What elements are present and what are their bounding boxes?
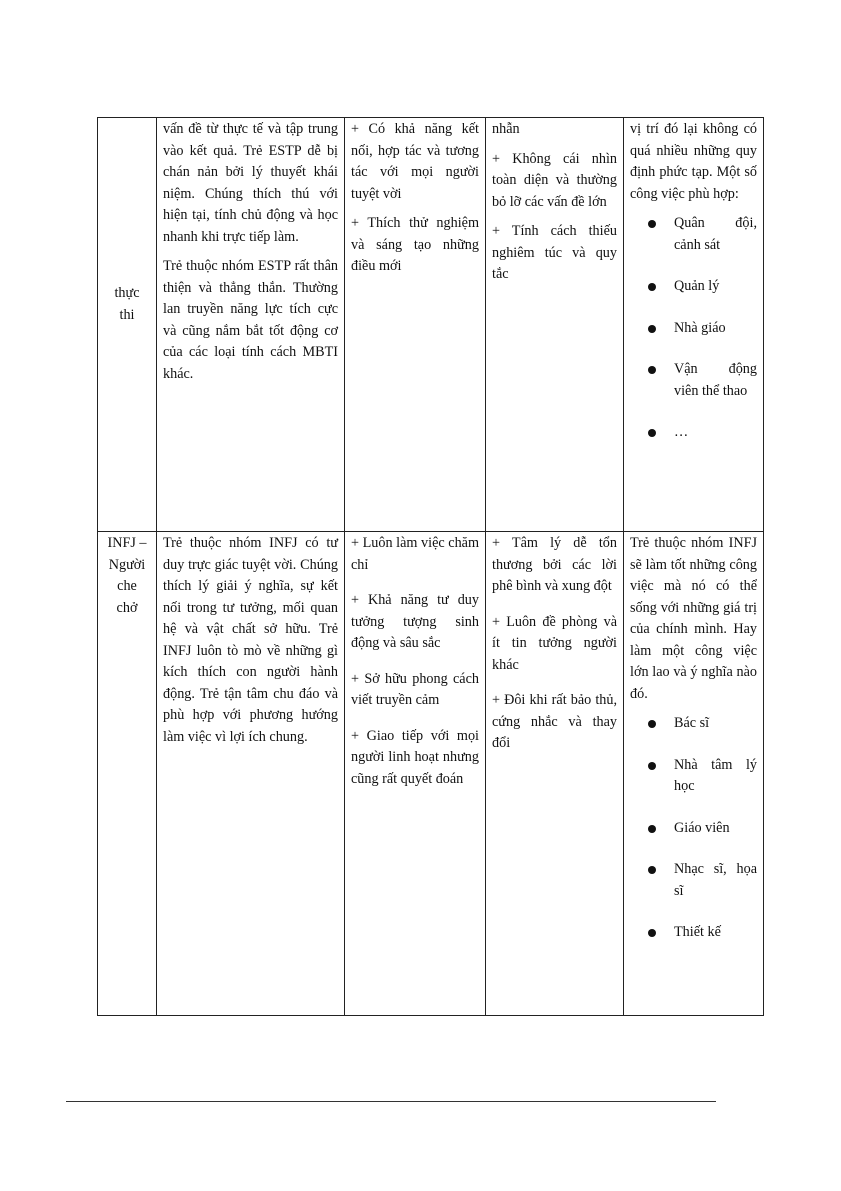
- footer-rule: [66, 1101, 716, 1102]
- weakness-item: + Luôn đề phòng và ít tin tưởng người khác: [492, 613, 617, 673]
- career-item: Vận động viên thể thao: [648, 359, 757, 402]
- career-item: Quản lý: [648, 276, 757, 298]
- strength-item: + Giao tiếp với mọi người linh hoạt nhưng cũng rất quyết đoán: [351, 727, 479, 787]
- bullet-icon: [648, 283, 656, 291]
- description-paragraph: vấn đề từ thực tế và tập trung vào kết quả. Trẻ ESTP dễ bị chán nản bởi lý thuyết khái niệm. Chúng thích thú với hiện tại, tính chủ động và học nhanh khi trực tiếp làm.: [163, 121, 338, 245]
- bullet-icon: [648, 825, 656, 833]
- bullet-icon: [648, 866, 656, 874]
- strengths-cell: [345, 118, 486, 532]
- bullet-icon: [648, 720, 656, 728]
- weakness-item: + Tính cách thiếu nghiêm túc và quy tắc: [492, 223, 617, 282]
- bullet-icon: [648, 929, 656, 937]
- bullet-icon: [648, 220, 656, 228]
- careers-intro: Trẻ thuộc nhóm INFJ sẽ làm tốt những công việc mà nó có thể sống với những giá trị của chính mình. Hay làm một công việc lớn lao và ý nghĩa nào đó.: [630, 535, 757, 702]
- strength-item: + Khả năng tư duy tưởng tượng sinh động và sâu sắc: [351, 592, 479, 651]
- type-cell: [98, 118, 157, 532]
- bullet-icon: [648, 366, 656, 374]
- strengths-cell: [345, 532, 486, 1016]
- career-item: Bác sĩ: [648, 713, 757, 735]
- type-label: INFJ – Người che chở: [107, 535, 147, 616]
- career-item: Thiết kế: [648, 922, 757, 944]
- weakness-item: nhẫn: [492, 121, 520, 137]
- careers-intro: vị trí đó lại không có quá nhiều những quy định phức tạp. Một số công việc phù hợp:: [630, 121, 757, 202]
- weaknesses-cell: [486, 118, 624, 532]
- bullet-icon: [648, 429, 656, 437]
- bullet-icon: [648, 325, 656, 333]
- career-list: [630, 713, 757, 944]
- strength-item: + Thích thử nghiệm và sáng tạo những điều mới: [351, 215, 479, 274]
- weakness-item: + Tâm lý dễ tổn thương bởi các lời phê bình và xung đột: [492, 535, 617, 594]
- table-row-infj: [98, 532, 764, 1016]
- career-list: [630, 213, 757, 444]
- career-item: Giáo viên: [648, 818, 757, 840]
- career-item: Nhà giáo: [648, 318, 757, 340]
- type-label: thực thi: [114, 285, 140, 323]
- strength-item: + Luôn làm việc chăm chỉ: [351, 535, 479, 573]
- strength-item: + Có khả năng kết nối, hợp tác và tương tác với mọi người tuyệt vời: [351, 121, 479, 202]
- description-cell: [157, 118, 345, 532]
- weaknesses-cell: [486, 532, 624, 1016]
- table-row-estp: [98, 118, 764, 532]
- weakness-item: + Đôi khi rất bảo thủ, cứng nhắc và thay đổi: [492, 692, 617, 751]
- strength-item: + Sở hữu phong cách viết truyền cảm: [351, 670, 479, 708]
- bullet-icon: [648, 762, 656, 770]
- careers-cell: [624, 532, 764, 1016]
- description-paragraph: Trẻ thuộc nhóm INFJ có tư duy trực giác tuyệt vời. Chúng thích lý giải ý nghĩa, sự kết nối trong tư tưởng, mối quan hệ và vật chất sở hữu. Trẻ INFJ luôn tò mò về những gì kích thích con người hành động. Trẻ tận tâm chu đáo và phù hợp với phương hướng làm việc vì lợi ích chung.: [163, 535, 338, 745]
- career-item: Nhạc sĩ, họa sĩ: [648, 859, 757, 902]
- type-cell: [98, 532, 157, 1016]
- mbti-table: [97, 117, 764, 1016]
- description-cell: [157, 532, 345, 1016]
- career-item: …: [648, 422, 757, 444]
- weakness-item: + Không cái nhìn toàn diện và thường bỏ lỡ các vấn đề lớn: [492, 150, 617, 210]
- career-item: Quân đội, cảnh sát: [648, 213, 757, 256]
- careers-cell: [624, 118, 764, 532]
- description-paragraph: Trẻ thuộc nhóm ESTP rất thân thiện và thẳng thắn. Thường lan truyền năng lực tích cực và cũng nắm bắt tốt động cơ của các loại tính cách MBTI khác.: [163, 258, 338, 382]
- career-item: Nhà tâm lý học: [648, 755, 757, 798]
